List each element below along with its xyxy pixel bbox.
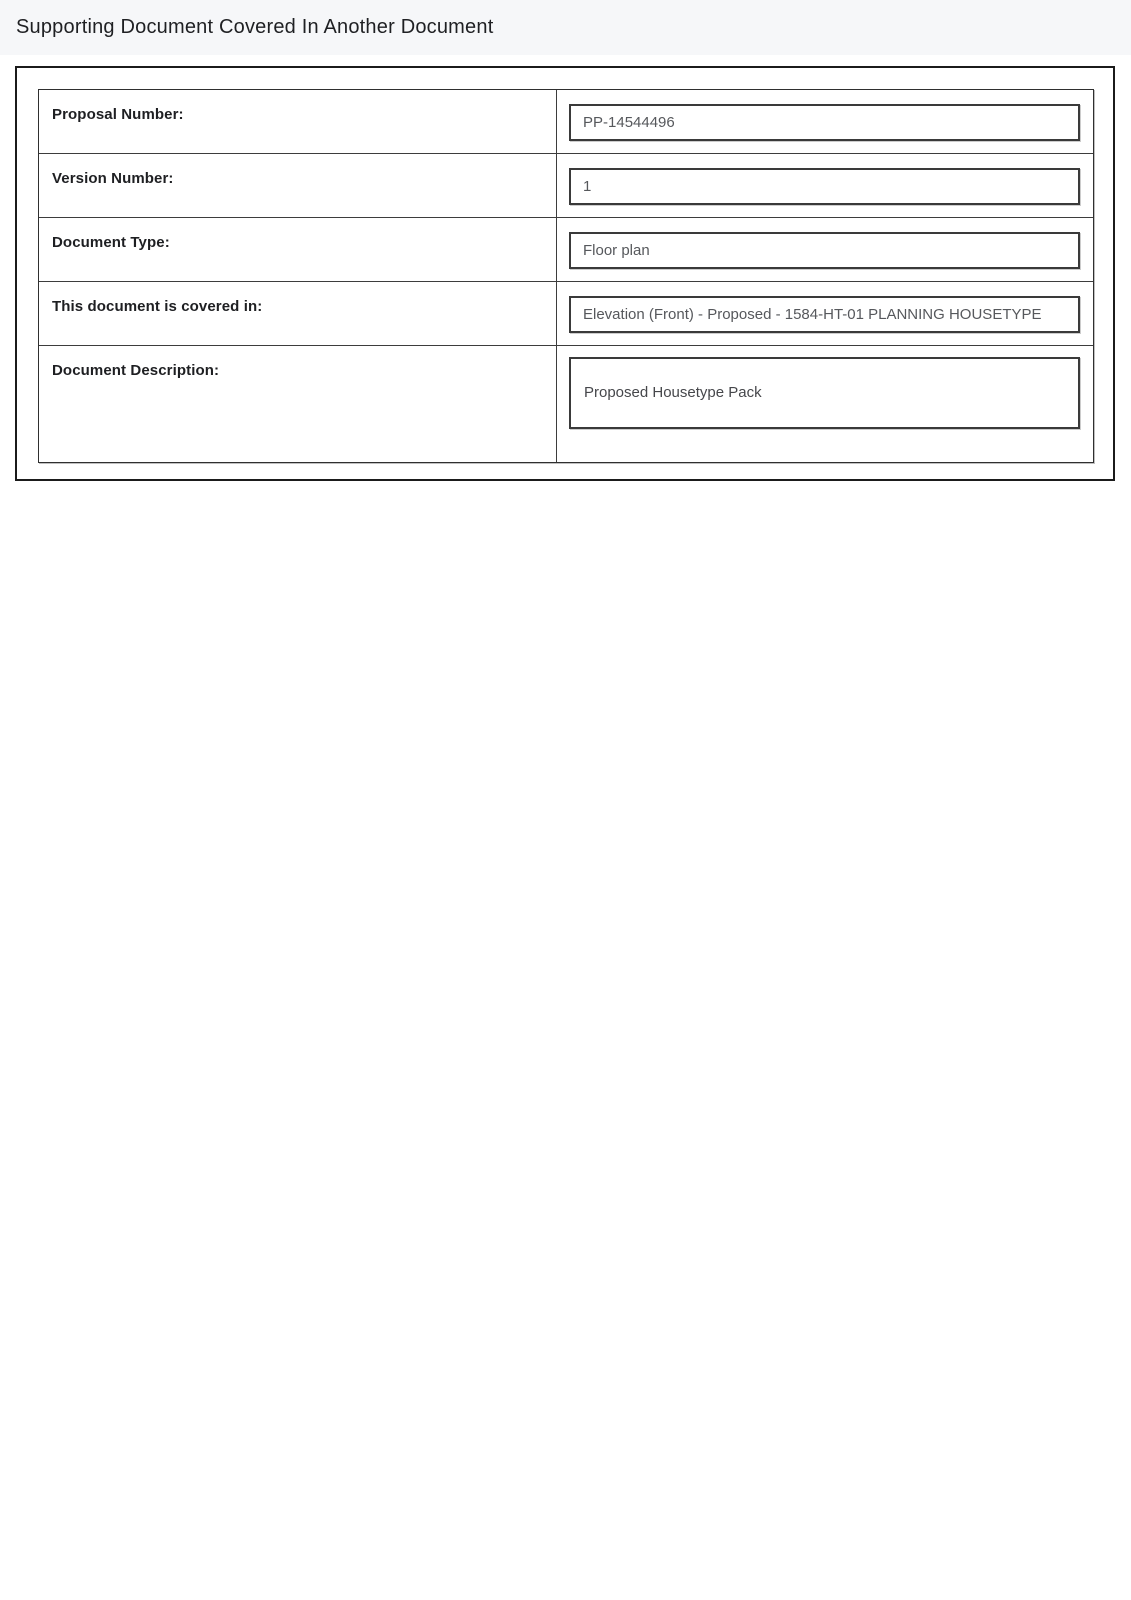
proposal-number-label: Proposal Number: (52, 106, 184, 123)
document-type-label-cell (39, 218, 556, 281)
proposal-number-value-cell (556, 90, 1093, 153)
page-header (0, 0, 1131, 55)
form-panel (15, 66, 1115, 481)
version-number-label: Version Number: (52, 170, 174, 187)
form-row-covered-in (39, 282, 1093, 346)
version-number-input[interactable] (569, 168, 1080, 205)
document-type-value-cell (556, 218, 1093, 281)
form-table (38, 89, 1094, 463)
document-type-input[interactable] (569, 232, 1080, 269)
covered-in-label-cell (39, 282, 556, 345)
version-number-value-cell (556, 154, 1093, 217)
covered-in-value-cell (556, 282, 1093, 345)
form-row-document-description (39, 346, 1093, 462)
covered-in-label: This document is covered in: (52, 298, 263, 315)
document-description-label: Document Description: (52, 362, 220, 379)
proposal-number-input[interactable] (569, 104, 1080, 141)
proposal-number-label-cell (39, 90, 556, 153)
form-row-version-number (39, 154, 1093, 218)
version-number-label-cell (39, 154, 556, 217)
form-row-document-type (39, 218, 1093, 282)
form-row-proposal-number (39, 90, 1093, 154)
document-description-value-cell (556, 346, 1093, 462)
document-type-label: Document Type: (52, 234, 170, 251)
document-description-textarea[interactable] (569, 357, 1080, 429)
page-title: Supporting Document Covered In Another Document (16, 16, 494, 38)
covered-in-input[interactable] (569, 296, 1080, 333)
document-description-label-cell (39, 346, 556, 462)
